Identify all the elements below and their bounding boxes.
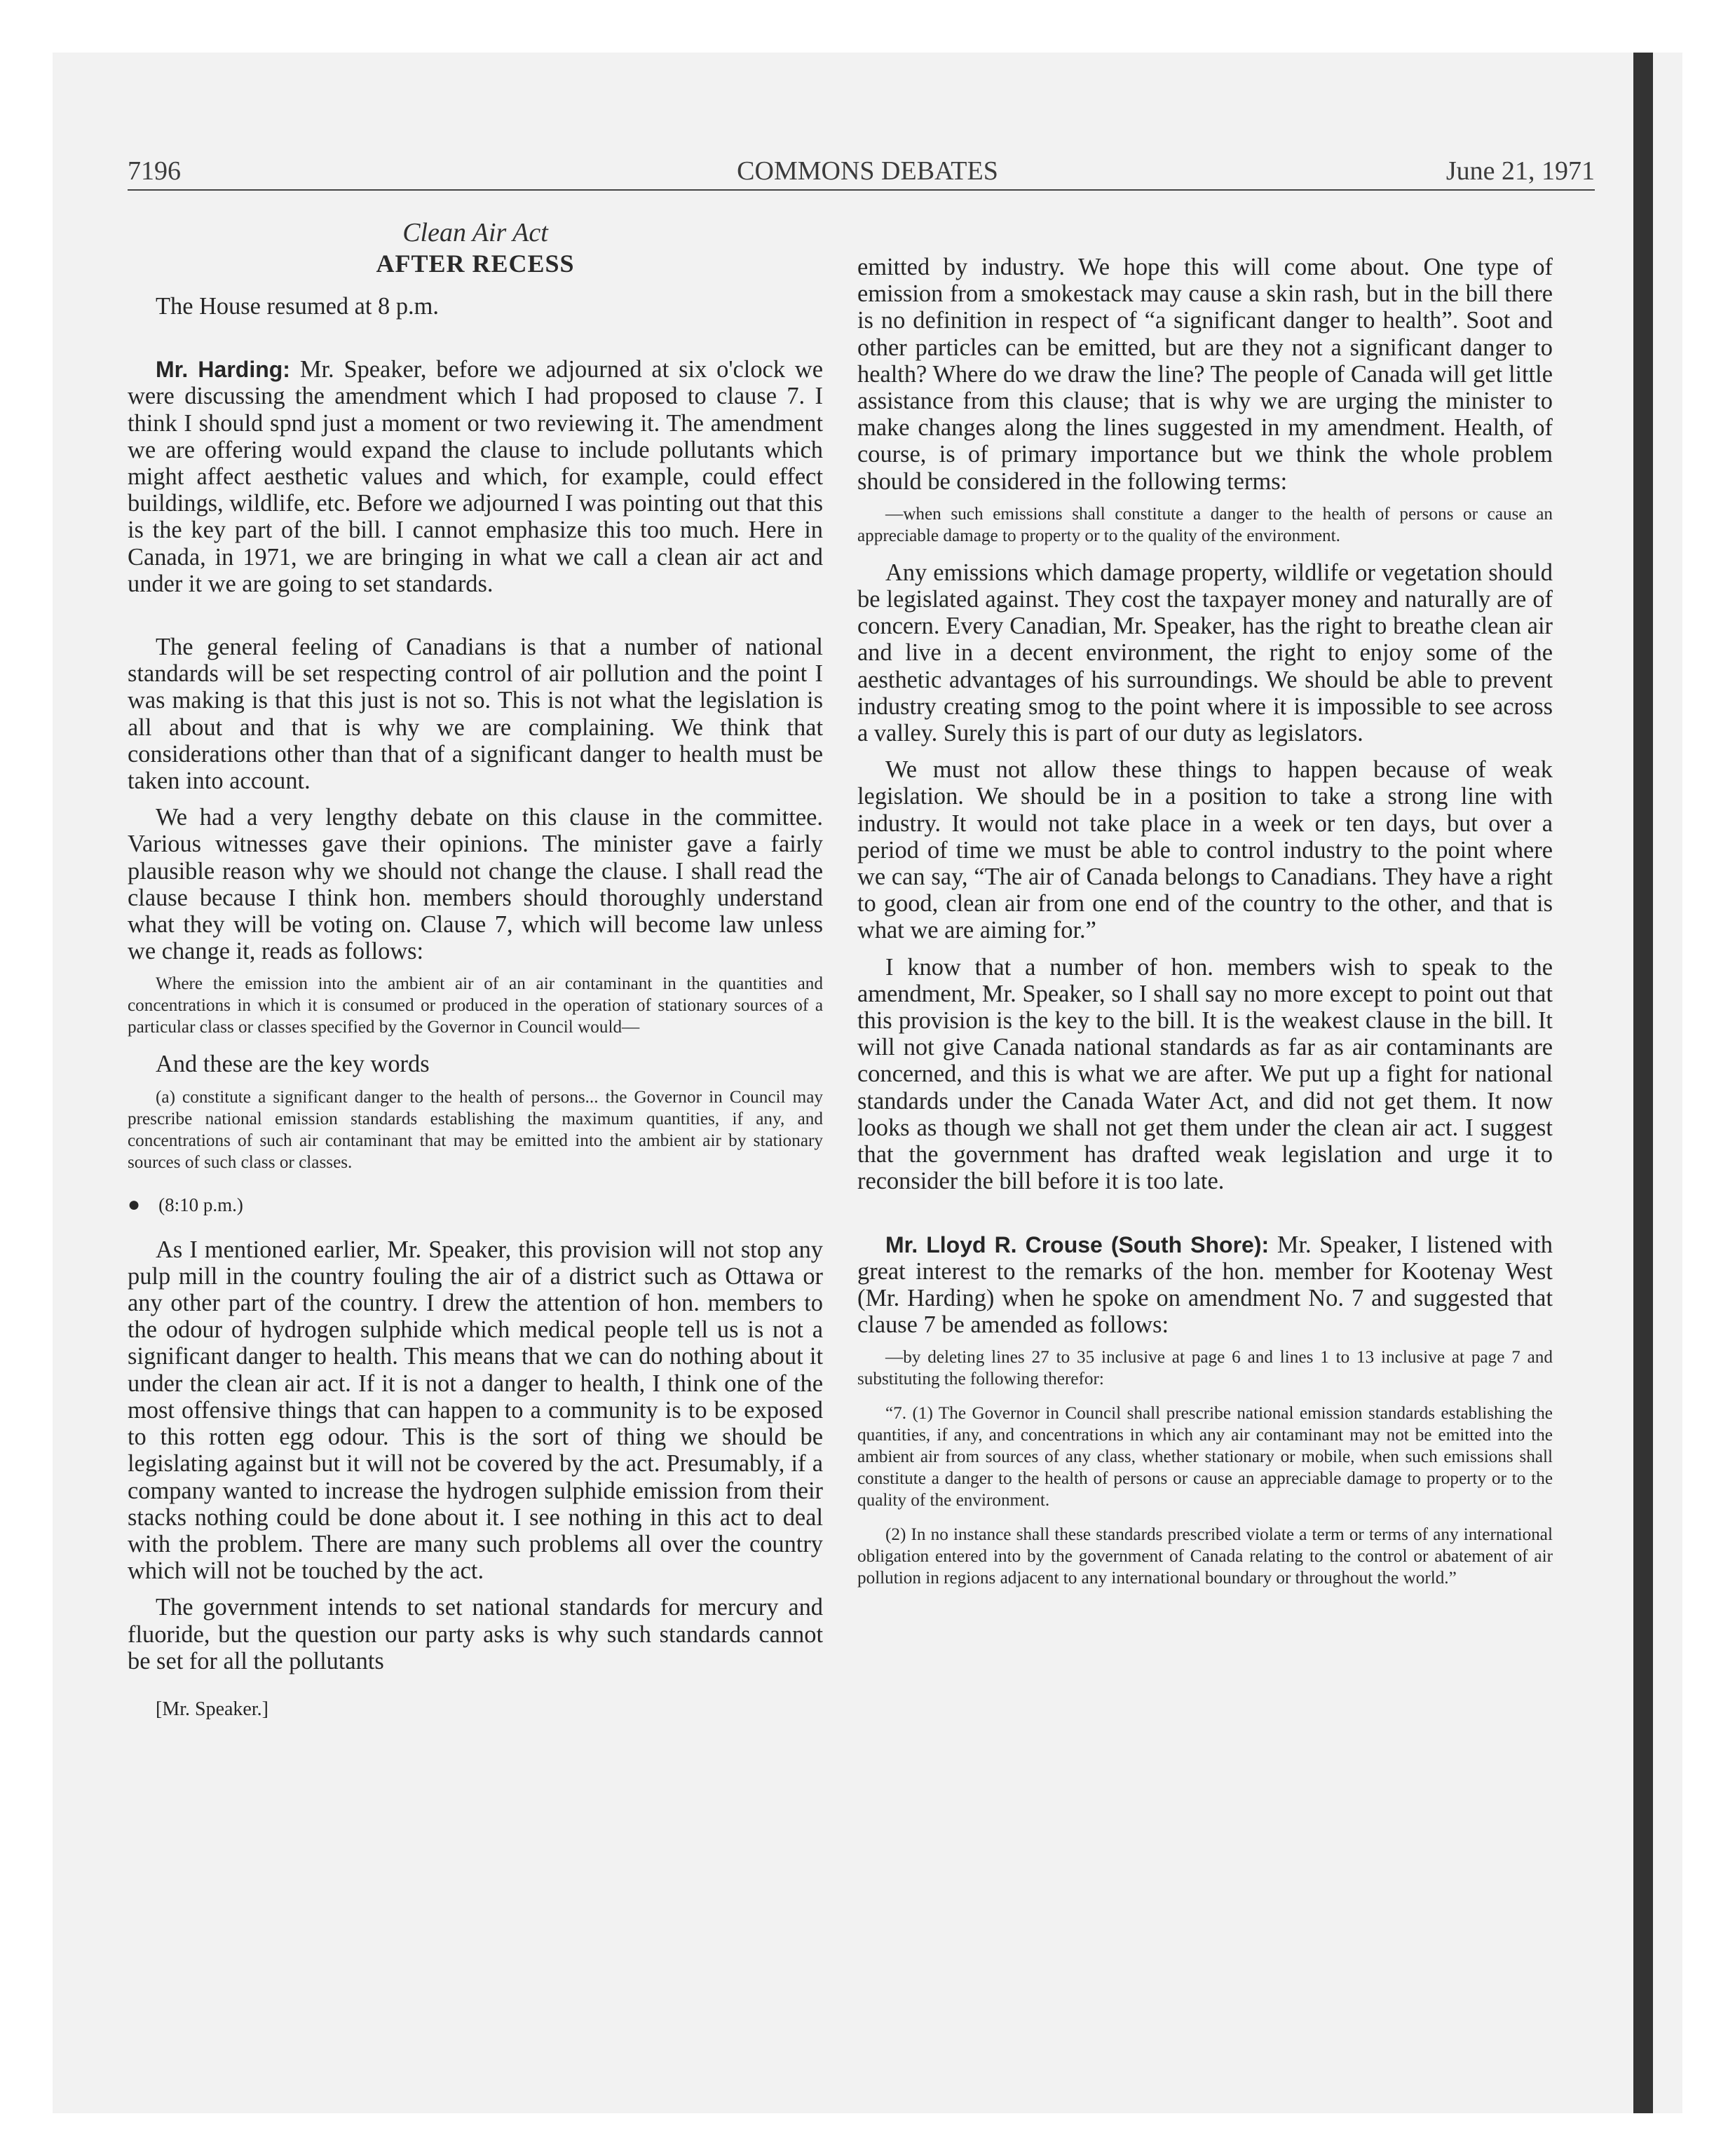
paragraph: And these are the key words: [156, 1051, 430, 1078]
block-quote: —by deleting lines 27 to 35 inclusive at page 6 and lines 1 to 13 inclusive at page 7 and substituting the following therefor:: [857, 1348, 1553, 1389]
crouse-text: Mr. Speaker, I listened with great interest to the remarks of the hon. member for Kootenay West (Mr. Harding) when he spoke on amendment No. 7 and suggested that clause 7 be amended as follows:: [857, 1231, 1553, 1339]
paragraph: We must not allow these things to happen because of weak legislation. We should be in a position to take a strong line with industry. It would not take place in a week or ten days, but over a period of time we must be able to control industry to the point where we can say, “The air of Canada belongs to Canadians. They have a right to good, clean air from one end of the country to the other, and that is what we are aiming for.”: [857, 756, 1553, 944]
speaker-footer: [Mr. Speaker.]: [156, 1698, 268, 1720]
block-quote: Where the emission into the ambient air of an air contaminant in the quantities and concentrations in which it is consumed or produced in the operation of stationary sources of a particular class or classes specified by the Governor in Council would—: [128, 974, 823, 1037]
block-quote: (2) In no instance shall these standards prescribed violate a term or terms of any international obligation entered into by the government of Canada relating to the control or abatement of air pollution in regions adjacent to any international boundary or throughout the world.”: [857, 1525, 1553, 1588]
speaker-name: Mr. Harding:: [156, 357, 290, 383]
paragraph: The general feeling of Canadians is that a number of national standards will be set respecting control of air pollution and the point I was making is that this just is not so. This is not what the legislation is all about and that is why we are complaining. We think that considerations other than that of a significant danger to health must be taken into account.: [128, 634, 823, 795]
right-column: [857, 254, 1553, 1602]
block-quote: —when such emissions shall constitute a danger to the health of persons or cause an appreciable damage to property or to the quality of the environment.: [857, 504, 1553, 545]
harding-text: Mr. Speaker, before we adjourned at six o'clock we were discussing the amendment which I had proposed to clause 7. I think I should spnd just a moment or two reviewing it. The amendment we are offering would expand the clause to include pollutants which might affect aesthetic values and which, for example, could effect buildings, wildlife, etc. Before we adjourned I was pointing out that this is the key part of the bill. I cannot emphasize this too much. Here in Canada, in 1971, we are bringing in what we call a clean air act and under it we are going to set standards.: [128, 356, 823, 597]
block-quote: “7. (1) The Governor in Council shall prescribe national emission standards establishing the quantities, if any, and concentrations in which any air contaminant may not be emitted into the ambient air from sources of any class, whether stationary or mobile, when such emissions shall constitute a danger to the health of persons or cause an appreciable damage to property or to the quality of the environment.: [857, 1404, 1553, 1510]
paragraph: As I mentioned earlier, Mr. Speaker, this provision will not stop any pulp mill in the country fouling the air of a district such as Ottawa or any other part of the country. I drew the attention of hon. members to the odour of hydrogen sulphide which medical people tell us is not a significant danger to health. This means that we can do nothing about it under the clean air act. If it is not a danger to health, I think one of the most offensive things that can happen to a community is to be exposed to this rotten egg odour. This is the sort of thing we should be legislating against but it will not be covered by the act. Presumably, if a company wanted to increase the hydrogen sulphide emission from their stacks nothing could be done about it. I see nothing in this act to deal with the problem. There are many such problems all over the country which will not be touched by the act.: [128, 1236, 823, 1585]
left-column: [128, 217, 823, 1740]
publication-title: COMMONS DEBATES: [737, 156, 998, 186]
paragraph: We had a very lengthy debate on this clause in the committee. Various witnesses gave their opinions. The minister gave a fairly plausible reason why we should not change the clause. I shall read the clause because I think hon. members should thoroughly understand what they will be voting on. Clause 7, which will become law unless we change it, reads as follows:: [128, 804, 823, 965]
paragraph: I know that a number of hon. members wish to speak to the amendment, Mr. Speaker, so I shall say no more except to point out that this provision is the key to the bill. It is the weakest clause in the bill. It will not give Canada national standards as far as air contaminants are concerned, and this is what we are after. We put up a fight for national standards under the Canada Water Act, and did not get them. It now looks as though we shall not get them under the clean air act. I suggest that the government has drafted weak legislation and urge it to reconsider the bill before it is too late.: [857, 953, 1553, 1195]
crouse-paragraph: [857, 1231, 1553, 1339]
speaker-name: Mr. Lloyd R. Crouse (South Shore):: [885, 1231, 1270, 1257]
time-marker: [128, 1193, 823, 1217]
paragraph: The government intends to set national standards for mercury and fluoride, but the question our party asks is why such standards cannot be set for all the pollutants: [128, 1594, 823, 1674]
time-text: (8:10 p.m.): [158, 1194, 243, 1215]
harding-paragraph-1: [128, 356, 823, 597]
section-title: Clean Air Act: [402, 218, 548, 247]
paragraph: Any emissions which damage property, wildlife or vegetation should be legislated against. They cost the taxpayer money and naturally are of concern. Every Canadian, Mr. Speaker, has the right to breathe clean air and live in a decent environment, the right to enjoy some of the aesthetic advantages of his surroundings. We should be able to prevent industry creating smog to the point where it is impossible to see across a valley. Surely this is part of our duty as legislators.: [857, 559, 1553, 747]
bullet-icon: ●: [128, 1192, 141, 1216]
resumed-note: The House resumed at 8 p.m.: [156, 293, 439, 320]
scan-edge-bar: [1633, 53, 1653, 2113]
header-rule: [128, 189, 1595, 191]
page-date: June 21, 1971: [1445, 156, 1595, 186]
page-number: 7196: [128, 156, 181, 186]
paragraph: emitted by industry. We hope this will come about. One type of emission from a smokestack may cause a skin rash, but in the bill there is no definition in respect of “a significant danger to health”. Soot and other particles can be emitted, but are they not a significant danger to health? Where do we draw the line? The people of Canada will get little assistance from this clause; that is why we are urging the minister to make changes along the lines suggested in my amendment. Health, of course, is of primary importance but we think the whole problem should be considered in the following terms:: [857, 254, 1553, 495]
block-quote: (a) constitute a significant danger to the health of persons... the Governor in Council may prescribe national emission standards establishing the maximum quantities, if any, and concentrations of such air contaminant that may be emitted into the ambient air by stationary sources of such class or classes.: [128, 1087, 823, 1172]
section-heading: AFTER RECESS: [376, 250, 575, 278]
